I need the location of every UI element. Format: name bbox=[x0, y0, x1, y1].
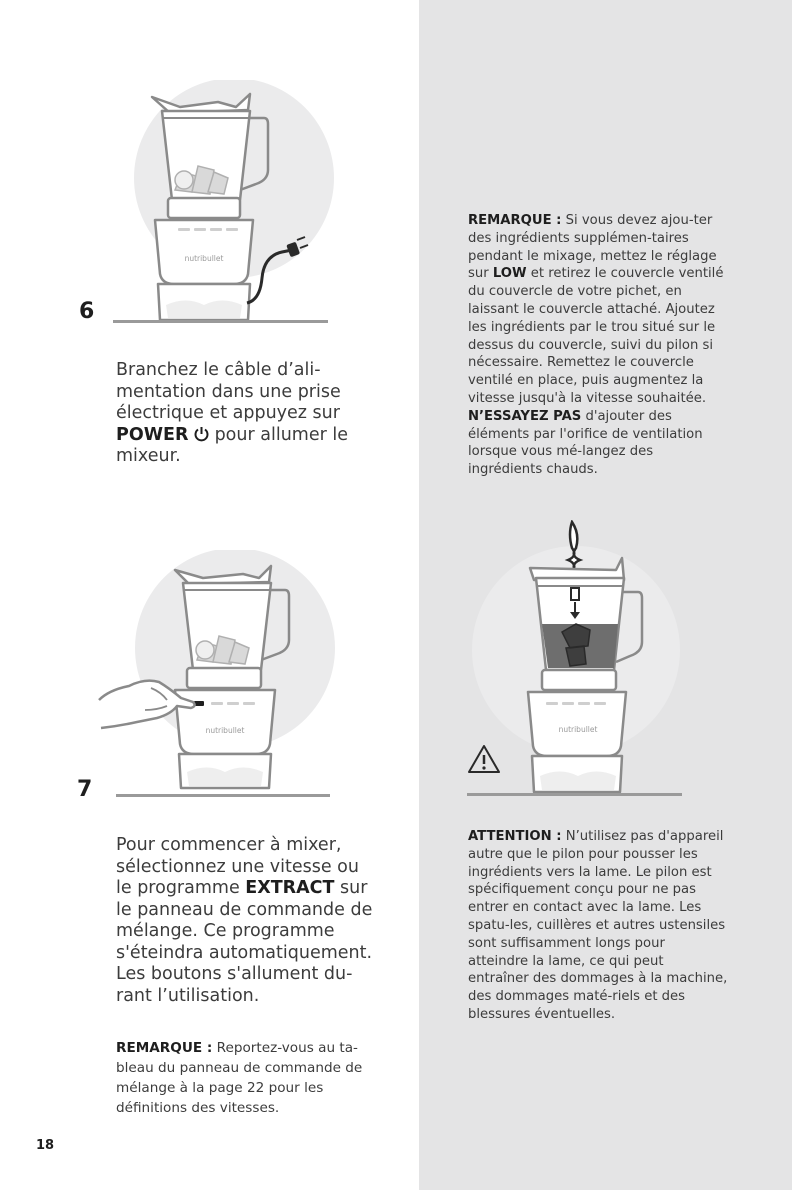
power-label: POWER bbox=[116, 424, 189, 445]
warning-triangle-icon bbox=[467, 744, 501, 774]
step-7-text: Pour commencer à mixer, sélectionnez une vitesse ou le programme EXTRACT sur le panneau de commande de mélange. Ce programme s'éteindra automatiquement. Les boutons s'allument du-rant l’utilisation. bbox=[116, 835, 373, 1006]
blender-hand-illustration bbox=[95, 550, 345, 790]
attention-text: ATTENTION : N’utilisez pas d'appareil autre que le pilon pour pousser les ingrédients vers la lame. Le pilon est spécifiquement conçu pour ne pas entrer en contact avec la lame. Les spatu-les, cuillères et autres ustensiles sont suffisamment longs pour atteindre la lame, ce qui peut entraîner des dommages à la machine, des dommages maté-riels et des blessures éventuelles. bbox=[468, 829, 728, 1022]
power-icon bbox=[194, 426, 209, 442]
note-label: REMARQUE : bbox=[116, 1040, 213, 1056]
note-add-ingredients: REMARQUE : Si vous devez ajou-ter des ingrédients supplémen-taires pendant le mixage, mettez le réglage sur LOW et retirez le couvercle ventilé du couvercle de votre pichet, en laissant le couvercle attaché. Ajoutez les ingrédients par le trou situé sur le dessus du couvercle, suivi du pilon si nécessaire. Remettez le couvercle ventilé en place, puis augmentez la vitesse jusqu'à la vitesse souhaitée. N’ESSAYEZ PAS d'ajouter des éléments par l'orifice de ventilation lorsque vous mé-langez des ingrédients chauds. bbox=[468, 213, 724, 478]
step-7-rule bbox=[116, 794, 330, 797]
attention-label: ATTENTION : bbox=[468, 829, 562, 844]
step-6-rule bbox=[113, 320, 328, 323]
attention-rule bbox=[467, 793, 682, 796]
low-label: LOW bbox=[492, 266, 527, 282]
step-6-number: 6 bbox=[79, 299, 95, 324]
note-label: REMARQUE : bbox=[468, 213, 562, 228]
note-speed-table: REMARQUE : Reportez-vous au ta-bleau du panneau de commande de mélange à la page 22 pour les définitions des vitesses. bbox=[116, 1040, 363, 1116]
blender-plugged-illustration bbox=[100, 80, 340, 325]
step-6-text: Branchez le câble d’ali-mentation dans une prise électrique et appuyez sur POWER pour allumer le mixeur. bbox=[116, 360, 348, 466]
extract-label: EXTRACT bbox=[245, 878, 335, 898]
svg-text:nutribullet: nutribullet bbox=[558, 725, 598, 734]
step-7-number: 7 bbox=[77, 777, 93, 802]
warning-label: N’ESSAYEZ PAS bbox=[468, 408, 582, 424]
svg-text:nutribullet: nutribullet bbox=[184, 254, 224, 263]
page-number: 18 bbox=[36, 1138, 55, 1153]
svg-text:nutribullet: nutribullet bbox=[205, 726, 245, 735]
